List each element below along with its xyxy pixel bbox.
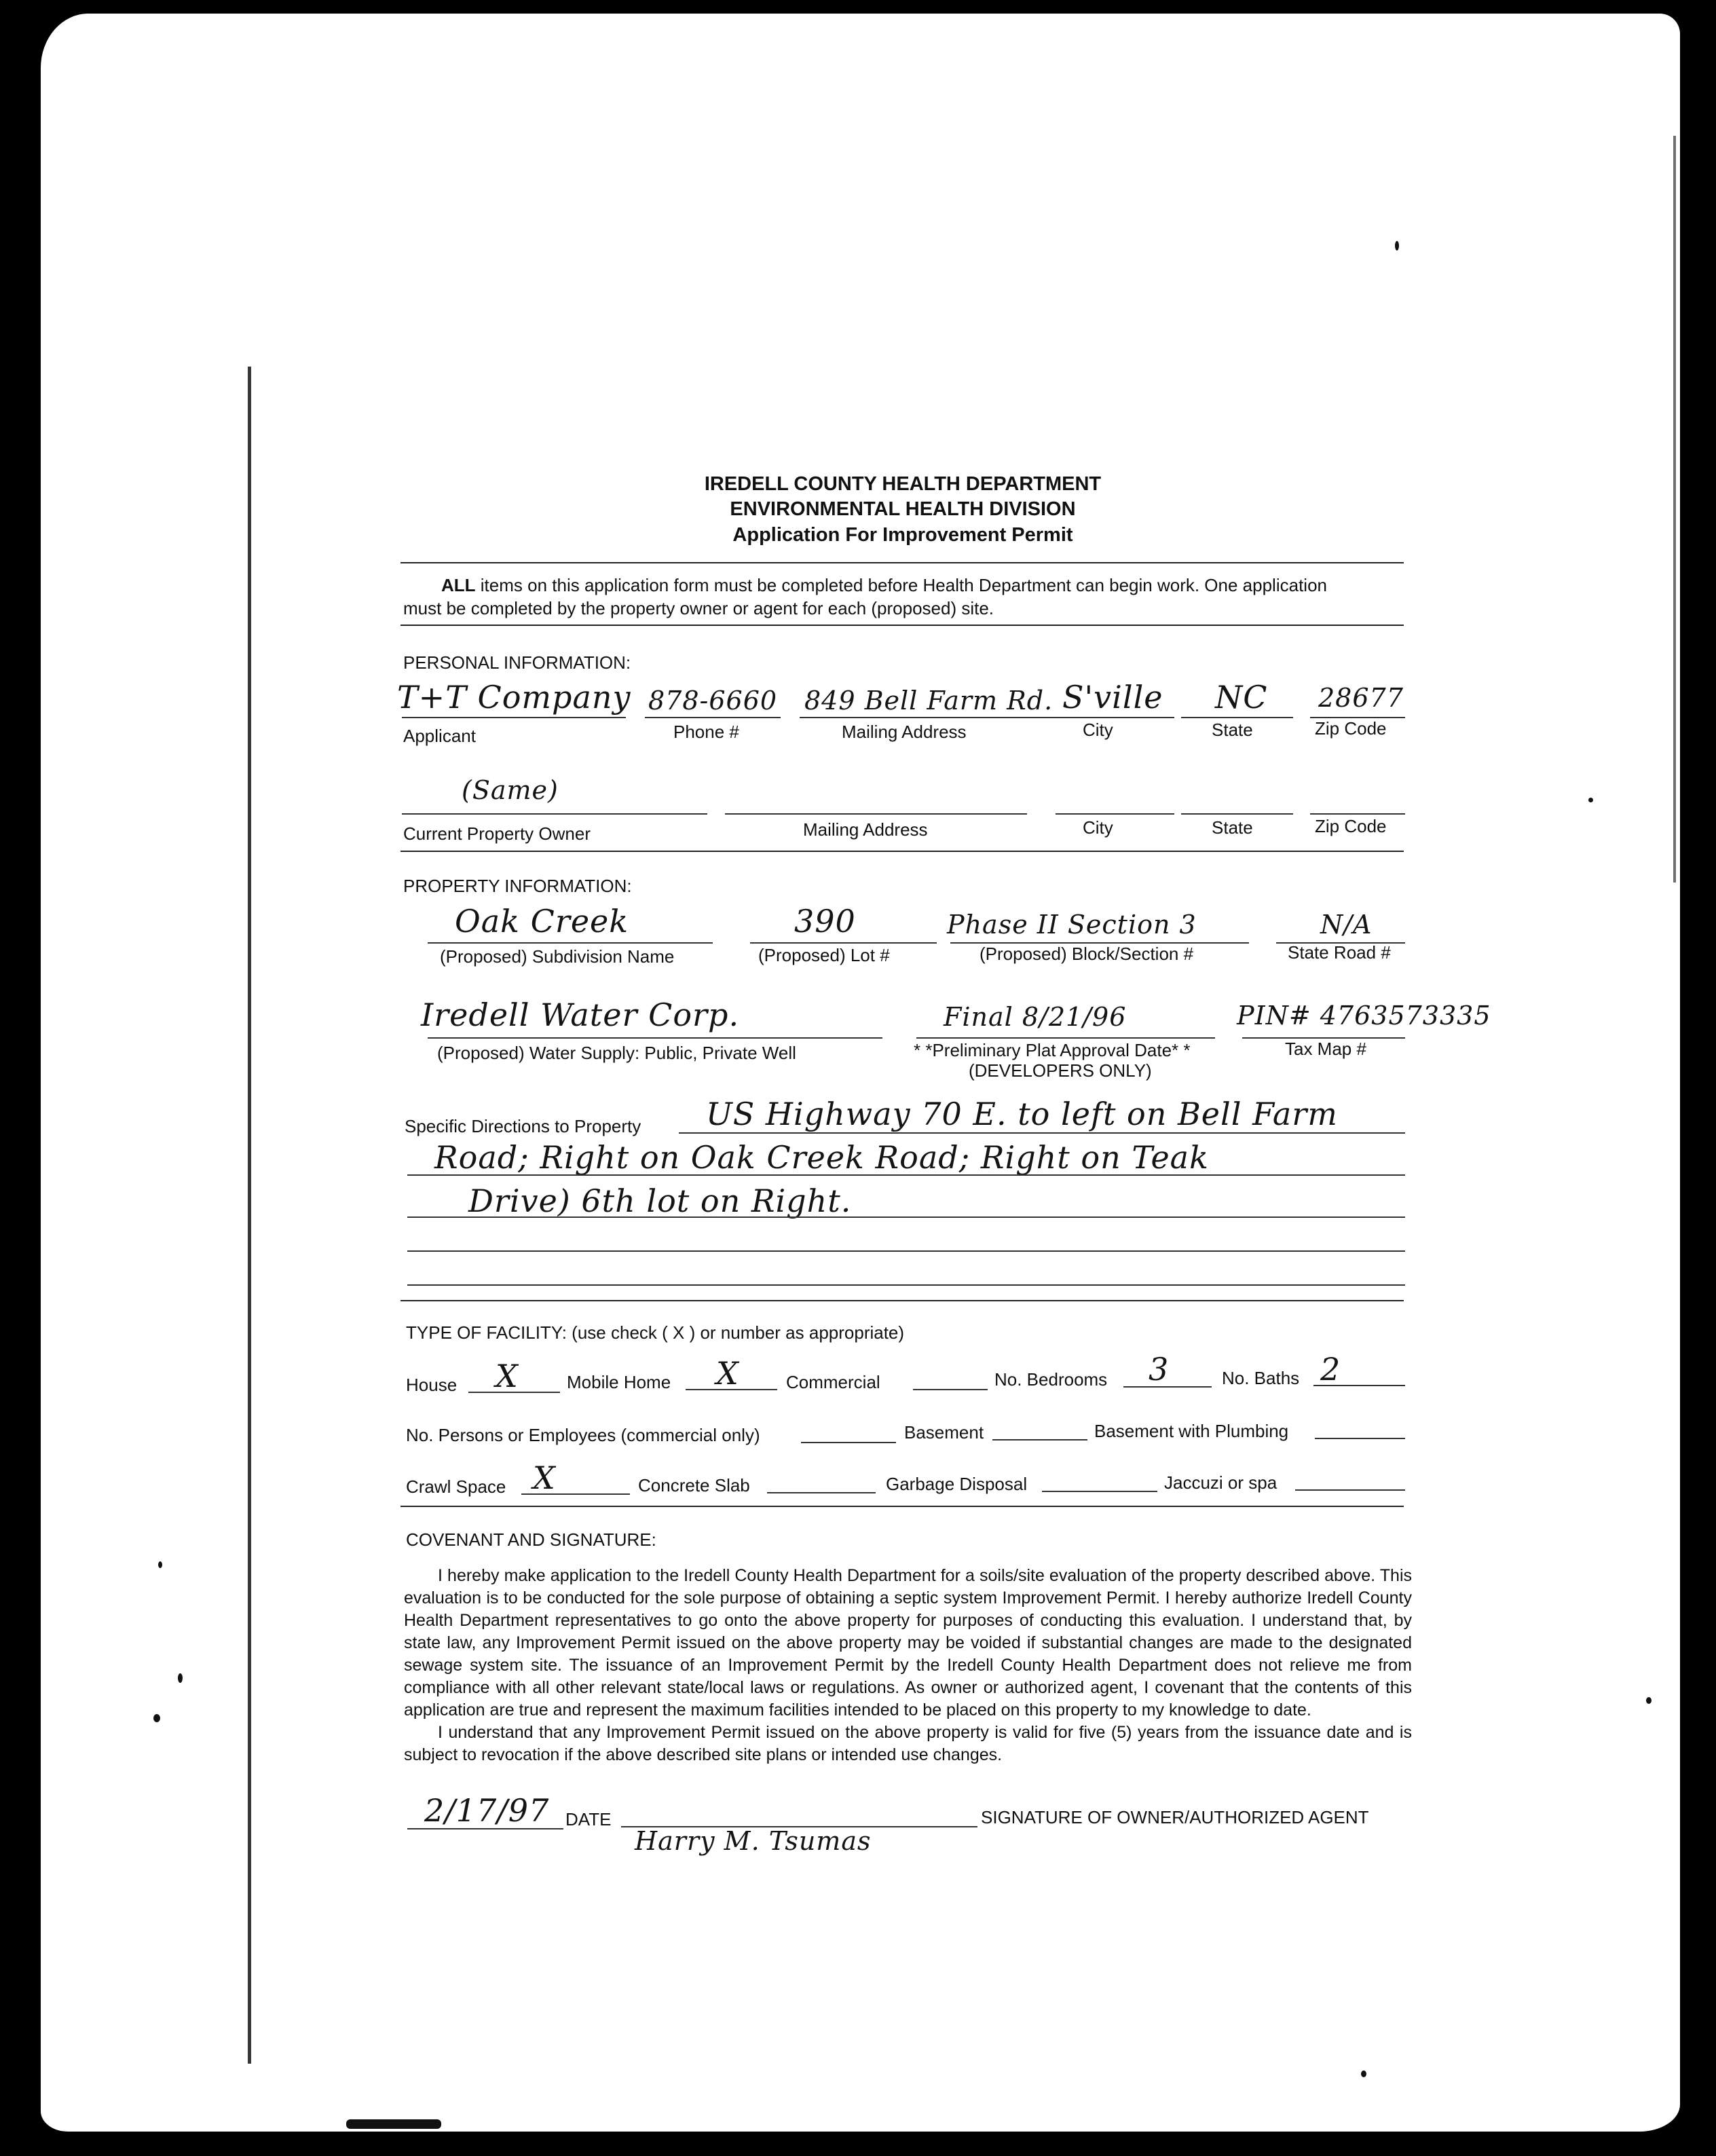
concrete-slab-label: Concrete Slab (638, 1475, 750, 1495)
scan-speck (158, 1561, 162, 1568)
state-line (1181, 717, 1293, 718)
facility-rule (400, 1506, 1404, 1507)
phone-label: Phone # (673, 722, 739, 742)
lot-value[interactable]: 390 (794, 903, 856, 940)
directions-line-5 (407, 1284, 1405, 1286)
instructions-line2: must be completed by the property owner or agent for each (proposed) site. (403, 598, 994, 618)
applicant-value[interactable]: T+T Company (397, 679, 631, 715)
commercial-label: Commercial (786, 1372, 880, 1392)
directions-label: Specific Directions to Property (405, 1116, 641, 1136)
owner-state-label: State (1212, 817, 1253, 838)
subdivision-line (428, 942, 713, 944)
commercial-line (913, 1389, 988, 1390)
basement-line (992, 1439, 1087, 1441)
state-value[interactable]: NC (1215, 679, 1268, 715)
owner-line (402, 813, 707, 815)
block-section-value[interactable]: Phase II Section 3 (947, 910, 1197, 940)
house-check[interactable]: X (496, 1358, 519, 1394)
directions-line-4 (407, 1250, 1405, 1252)
water-supply-value[interactable]: Iredell Water Corp. (421, 997, 740, 1033)
owner-state-line (1181, 813, 1293, 815)
tax-map-label: Tax Map # (1285, 1039, 1366, 1059)
basement-plumbing-line (1315, 1438, 1405, 1439)
scan-speck (178, 1673, 183, 1683)
owner-zip-label: Zip Code (1315, 816, 1387, 836)
state-label: State (1212, 720, 1253, 740)
instructions-line1: ALL items on this application form must be completed before Health Department can begin work. One application (441, 575, 1327, 595)
plat-approval-label: * *Preliminary Plat Approval Date* * (914, 1040, 1191, 1060)
directions-line3-value[interactable]: Drive) 6th lot on Right. (468, 1183, 852, 1219)
covenant-paragraph-1: I hereby make application to the Iredell County Health Department for a soils/site evaluation of the property described above. This evaluation is to be conducted for the sole purpose of obtaining a septic system Improvement Permit. I hereby authorize Iredell County Health Department representatives to go onto the above property for purposes of conducting this evaluation. I understand that, by state law, any Improvement Permit issued on the above property may be voided if substantial changes are made to the designated sewage system site. The issuance of an Improvement Permit by the Iredell County Health Department does not relieve me from compliance with all other relevant state/local laws or regulations. As owner or authorized agent, I covenant that the contents of this application are true and represent the maximum facilities intended to be placed on this property to my knowledge to date. (404, 1566, 1412, 1720)
block-section-label: (Proposed) Block/Section # (980, 944, 1194, 964)
date-line (407, 1828, 563, 1829)
developers-only-label: (DEVELOPERS ONLY) (969, 1060, 1152, 1081)
mobile-home-check[interactable]: X (716, 1355, 739, 1392)
property-heading: PROPERTY INFORMATION: (403, 876, 632, 896)
date-value[interactable]: 2/17/97 (424, 1792, 550, 1829)
baths-label: No. Baths (1222, 1368, 1300, 1388)
signature-line (621, 1826, 977, 1827)
header-rule (400, 562, 1404, 563)
subdivision-value[interactable]: Oak Creek (455, 903, 629, 940)
owner-value[interactable]: (Same) (462, 775, 559, 805)
garbage-line (1042, 1491, 1157, 1492)
city-value[interactable]: S'ville (1062, 679, 1163, 715)
owner-mailing-label: Mailing Address (803, 819, 928, 840)
directions-line1-value[interactable]: US Highway 70 E. to left on Bell Farm (706, 1096, 1338, 1132)
form-title: Application For Improvement Permit (732, 524, 1073, 546)
owner-city-label: City (1083, 817, 1113, 838)
signature-value[interactable]: Harry M. Tsumas (635, 1826, 872, 1856)
applicant-label: Applicant (403, 726, 476, 746)
city-label: City (1083, 720, 1113, 740)
slab-line (767, 1492, 876, 1493)
city-line (1056, 717, 1174, 718)
plat-approval-value[interactable]: Final 8/21/96 (944, 1002, 1127, 1032)
scan-edge-line (1673, 136, 1676, 882)
scan-speck (1395, 241, 1399, 250)
mailing-line (800, 717, 1071, 718)
owner-city-line (1056, 813, 1174, 815)
tax-map-value[interactable]: PIN# 4763573335 (1237, 1001, 1491, 1030)
lot-line (750, 942, 937, 944)
crawl-space-check[interactable]: X (533, 1460, 556, 1496)
phone-value[interactable]: 878-6660 (648, 686, 778, 715)
lot-label: (Proposed) Lot # (758, 945, 890, 965)
covenant-paragraph-2: I understand that any Improvement Permit issued on the above property is valid for five (5) years from the issuance date and is subject to revocation if the above described site plans or intended use changes. (404, 1723, 1412, 1764)
scan-speck (1588, 798, 1593, 802)
zip-label: Zip Code (1315, 718, 1387, 739)
jacuzzi-label: Jaccuzi or spa (1164, 1472, 1277, 1493)
jacuzzi-line (1295, 1489, 1405, 1491)
date-label: DATE (565, 1809, 612, 1829)
basement-label: Basement (904, 1422, 984, 1443)
division-title: ENVIRONMENTAL HEALTH DIVISION (730, 498, 1076, 520)
property-rule (400, 1300, 1404, 1301)
directions-line2-value[interactable]: Road; Right on Oak Creek Road; Right on Teak (434, 1139, 1209, 1176)
applicant-line (402, 717, 626, 718)
subdivision-label: (Proposed) Subdivision Name (440, 946, 675, 967)
scan-speck (1646, 1697, 1652, 1704)
covenant-heading: COVENANT AND SIGNATURE: (406, 1529, 656, 1550)
persons-line (801, 1442, 896, 1443)
owner-zip-line (1310, 813, 1405, 815)
personal-heading: PERSONAL INFORMATION: (403, 652, 631, 673)
facility-heading: TYPE OF FACILITY: (use check ( X ) or number as appropriate) (406, 1322, 905, 1343)
crawl-space-label: Crawl Space (406, 1476, 506, 1497)
department-title: IREDELL COUNTY HEALTH DEPARTMENT (704, 473, 1102, 495)
persons-label: No. Persons or Employees (commercial only) (406, 1425, 760, 1445)
bedrooms-label: No. Bedrooms (994, 1369, 1108, 1390)
scan-speck (153, 1714, 160, 1722)
owner-label: Current Property Owner (403, 823, 591, 844)
scan-speck (1361, 2070, 1366, 2077)
scan-speck (346, 2119, 441, 2129)
directions-line-2 (407, 1174, 1405, 1176)
zip-value[interactable]: 28677 (1318, 683, 1404, 713)
document-page (41, 14, 1680, 2132)
covenant-text (404, 1565, 1412, 1766)
mobile-home-label: Mobile Home (567, 1372, 671, 1392)
directions-line-3 (407, 1216, 1405, 1218)
phone-line (645, 717, 781, 718)
baths-value[interactable]: 2 (1320, 1351, 1341, 1388)
house-label: House (406, 1375, 458, 1395)
owner-mailing-line (725, 813, 1027, 815)
water-line (428, 1037, 882, 1039)
mailing-address-value[interactable]: 849 Bell Farm Rd. (804, 686, 1053, 715)
directions-line-1 (679, 1132, 1405, 1134)
bedrooms-value[interactable]: 3 (1149, 1351, 1170, 1388)
water-supply-label: (Proposed) Water Supply: Public, Private Well (437, 1043, 796, 1063)
scan-margin-line (248, 367, 251, 2064)
state-road-value[interactable]: N/A (1320, 910, 1373, 940)
state-road-label: State Road # (1288, 942, 1391, 963)
personal-rule (400, 851, 1404, 852)
plat-line (916, 1037, 1215, 1039)
garbage-disposal-label: Garbage Disposal (886, 1474, 1028, 1494)
signature-label: SIGNATURE OF OWNER/AUTHORIZED AGENT (981, 1807, 1369, 1827)
basement-plumbing-label: Basement with Plumbing (1094, 1421, 1289, 1441)
mailing-label: Mailing Address (842, 722, 967, 742)
intro-rule (400, 625, 1404, 626)
